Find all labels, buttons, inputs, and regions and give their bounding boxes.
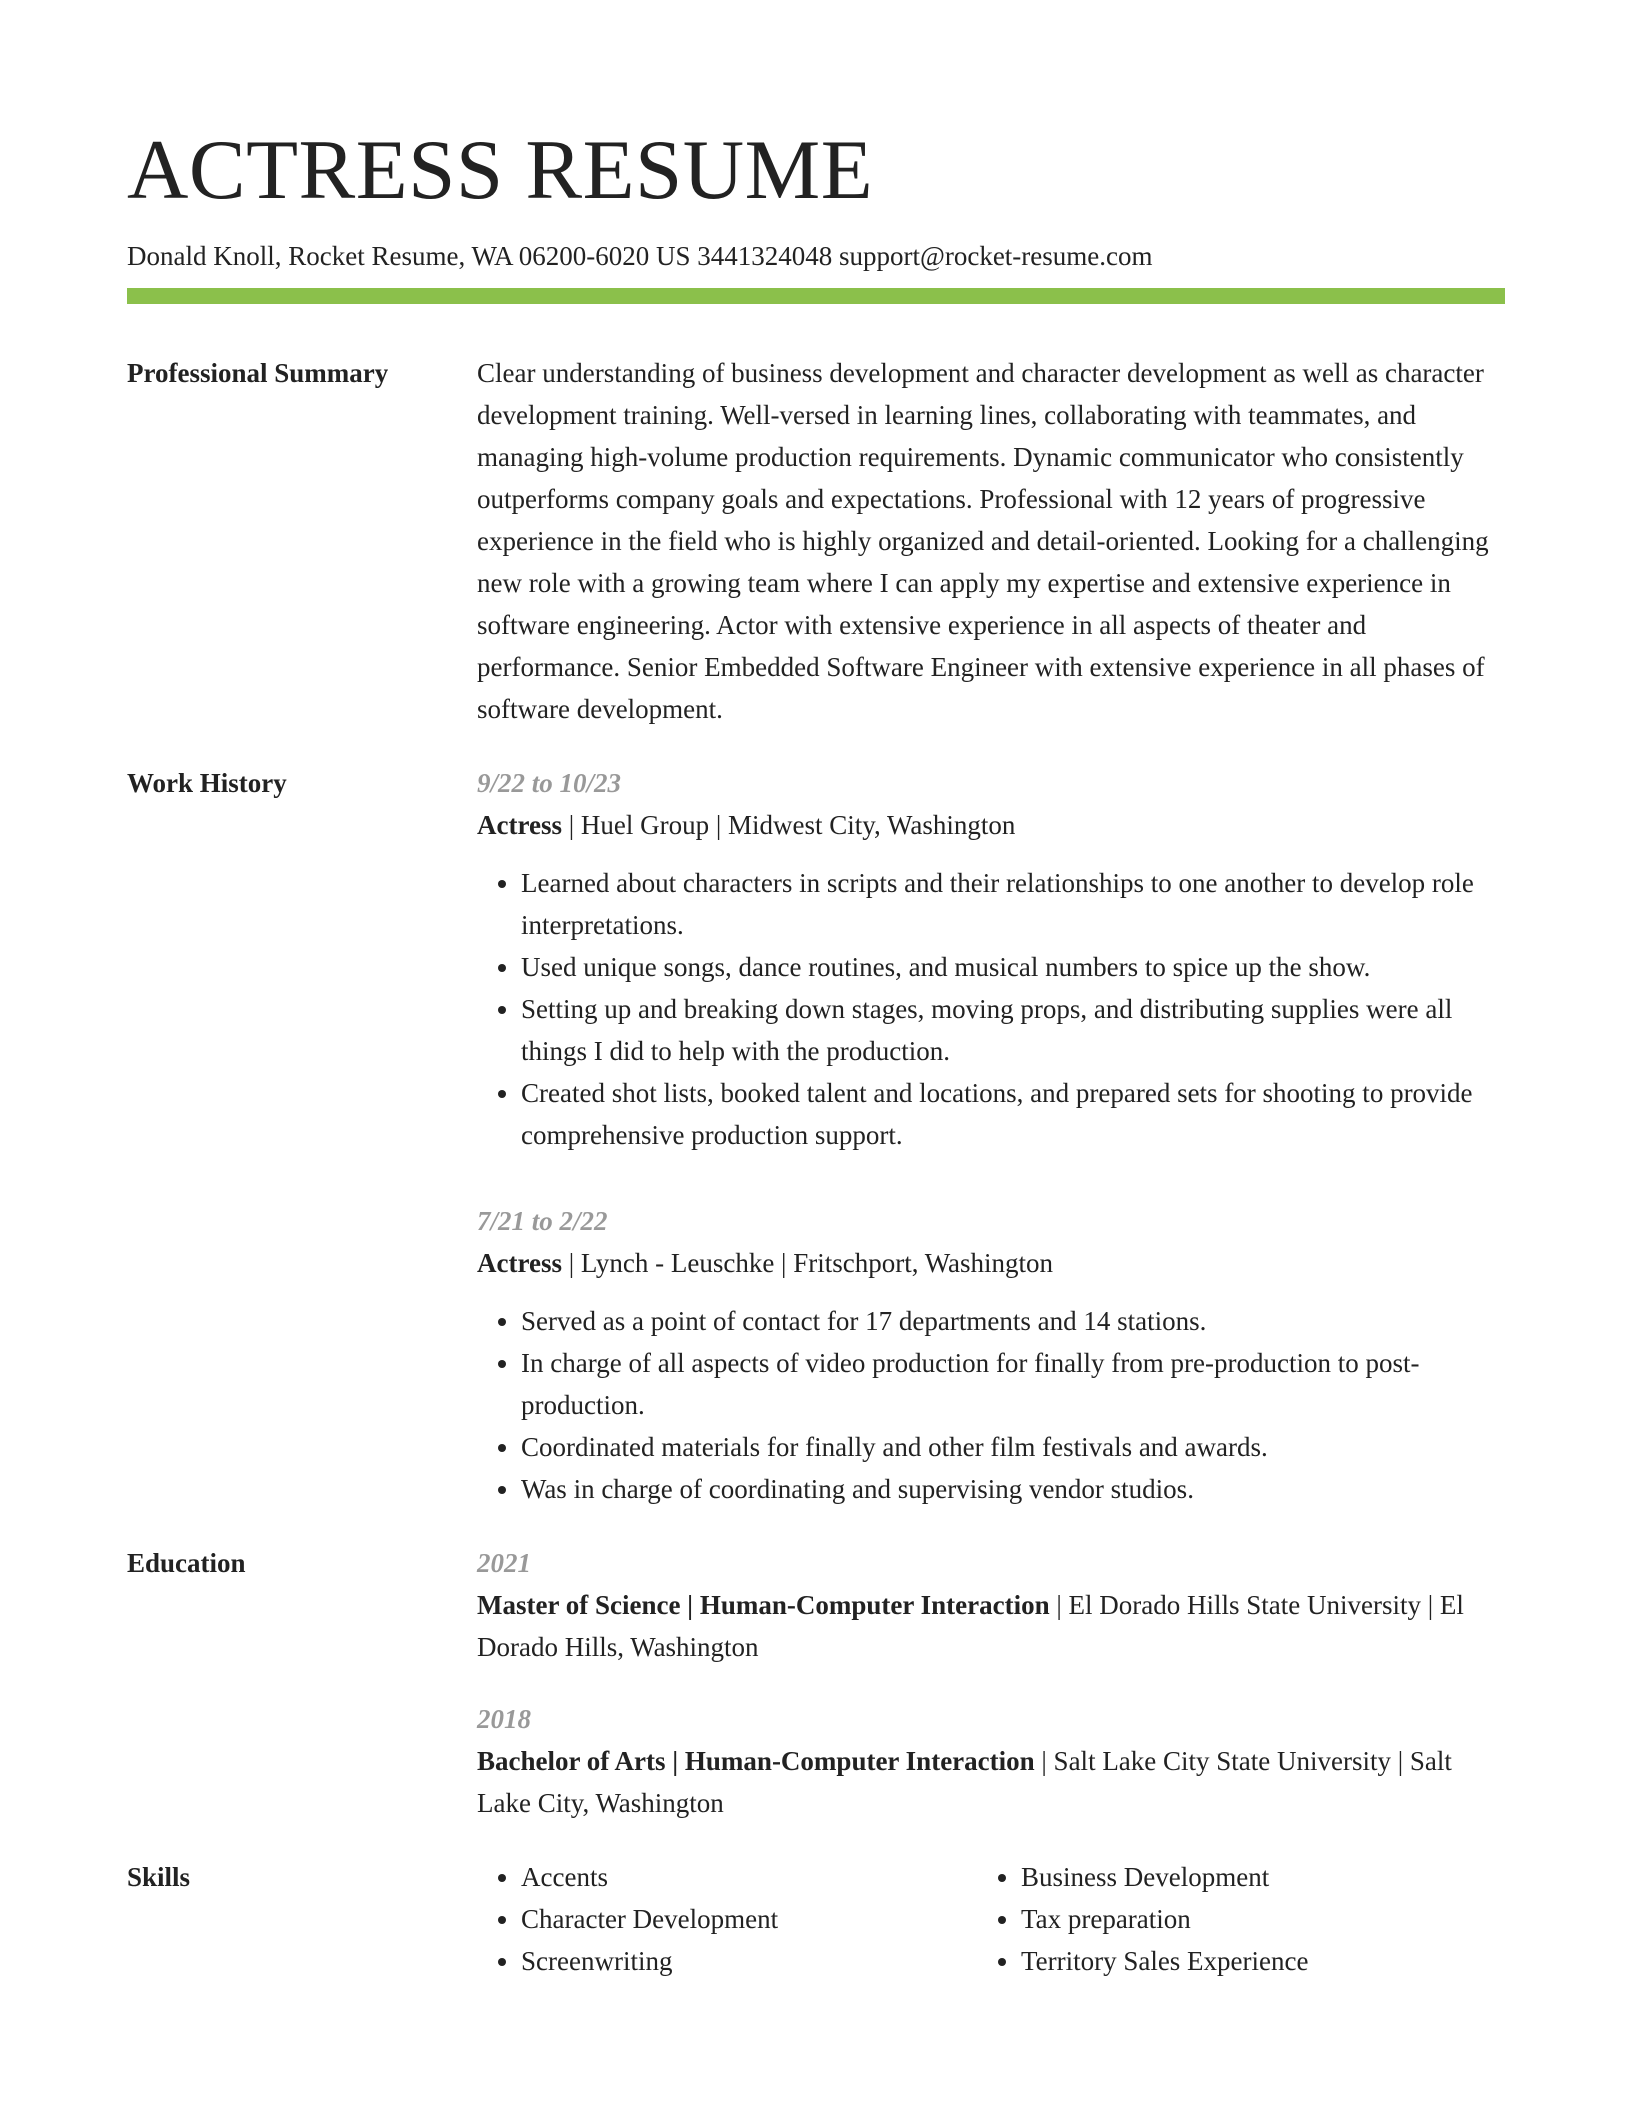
education-year: 2018	[477, 1704, 531, 1734]
job-line	[477, 804, 1505, 846]
skill-item: • Accents	[521, 1856, 977, 1898]
skills-section	[127, 1856, 1505, 1982]
education-degree: Bachelor of Arts | Human-Computer Interaction	[477, 1746, 1035, 1776]
education-degree: Master of Science | Human-Computer Interaction	[477, 1590, 1050, 1620]
skill-item: • Business Development	[1021, 1856, 1477, 1898]
skills-column-right	[977, 1856, 1477, 1982]
job-details: | Huel Group | Midwest City, Washington	[561, 810, 1016, 840]
job-bullet: • Was in charge of coordinating and supervising vendor studios.	[521, 1468, 1505, 1510]
job-bullet: • Created shot lists, booked talent and locations, and prepared sets for shooting to provide comprehensive production support.	[521, 1072, 1505, 1156]
education-body	[477, 1542, 1505, 1824]
skills-column-left	[477, 1856, 977, 1982]
skill-item: • Screenwriting	[521, 1940, 977, 1982]
resume-title: ACTRESS RESUME	[127, 123, 874, 217]
skill-item: • Territory Sales Experience	[1021, 1940, 1477, 1982]
header-divider	[127, 288, 1505, 304]
job-bullet: • In charge of all aspects of video production for finally from pre-production to post-production.	[521, 1342, 1505, 1426]
summary-text: Clear understanding of business development and character development as well as character development training. Well-versed in learning lines, collaborating with teammates, and managing high-volume production requirements. Dynamic communicator who consistently outperforms company goals and expectations. Professional with 12 years of progressive experience in the field who is highly organized and detail-oriented. Looking for a challenging new role with a growing team where I can apply my expertise and extensive experience in software engineering. Actor with extensive experience in all aspects of theater and performance. Senior Embedded Software Engineer with extensive experience in all phases of software development.	[477, 358, 1489, 724]
skill-item: • Tax preparation	[1021, 1898, 1477, 1940]
job-entry	[477, 762, 1505, 1156]
contact-location: Rocket Resume, WA 06200-6020 US	[288, 241, 691, 271]
skills-list	[477, 1856, 1505, 1982]
work-history-section	[127, 762, 1505, 1510]
summary-heading: Professional Summary	[127, 358, 389, 388]
education-details: | El Dorado Hills State University | El Dorado Hills, Washington	[477, 1590, 1464, 1662]
education-line	[477, 1584, 1505, 1668]
job-dates: 9/22 to 10/23	[477, 768, 622, 798]
education-heading: Education	[127, 1548, 246, 1578]
contact-phone: 3441324048	[697, 241, 833, 271]
work-history-body	[477, 762, 1505, 1510]
job-dates: 7/21 to 2/22	[477, 1206, 608, 1236]
education-section	[127, 1542, 1505, 1824]
job-bullets	[477, 862, 1505, 1156]
job-role: Actress	[477, 810, 562, 840]
education-entry	[477, 1542, 1505, 1668]
job-bullet: • Coordinated materials for finally and other film festivals and awards.	[521, 1426, 1505, 1468]
job-details: | Lynch - Leuschke | Fritschport, Washington	[561, 1248, 1054, 1278]
summary-section	[127, 352, 1505, 730]
job-bullets	[477, 1300, 1505, 1510]
contact-email: support@rocket-resume.com	[838, 241, 1153, 271]
contact-line	[127, 238, 1505, 274]
job-role: Actress	[477, 1248, 562, 1278]
job-bullet: • Setting up and breaking down stages, moving props, and distributing supplies were all things I did to help with the production.	[521, 988, 1505, 1072]
job-bullet: • Used unique songs, dance routines, and musical numbers to spice up the show.	[521, 946, 1505, 988]
job-entry	[477, 1200, 1505, 1510]
education-entry	[477, 1698, 1505, 1824]
skill-item: • Character Development	[521, 1898, 977, 1940]
education-details: | Salt Lake City State University | Salt Lake City, Washington	[477, 1746, 1452, 1818]
job-line	[477, 1242, 1505, 1284]
contact-name: Donald Knoll,	[127, 241, 282, 271]
skills-heading: Skills	[127, 1862, 191, 1892]
job-bullet: • Served as a point of contact for 17 departments and 14 stations.	[521, 1300, 1505, 1342]
job-bullet: • Learned about characters in scripts and their relationships to one another to develop role interpretations.	[521, 862, 1505, 946]
work-history-heading: Work History	[127, 768, 287, 798]
education-year: 2021	[477, 1548, 531, 1578]
education-line	[477, 1740, 1505, 1824]
